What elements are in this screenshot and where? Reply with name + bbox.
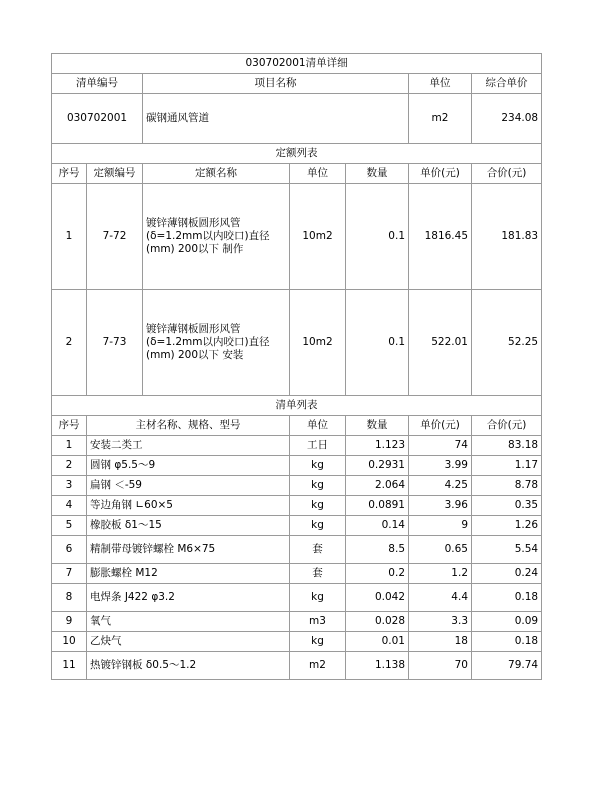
quota-unit-header: 单位	[290, 164, 346, 184]
material-name: 精制带母镀锌螺栓 M6×75	[87, 536, 290, 564]
material-no: 11	[52, 652, 87, 680]
quota-unit: 10m2	[290, 290, 346, 396]
material-unit: kg	[290, 584, 346, 612]
material-qty: 0.2	[346, 564, 409, 584]
material-name: 热镀锌钢板 δ0.5～1.2	[87, 652, 290, 680]
material-no: 7	[52, 564, 87, 584]
bill-unit-header: 单位	[409, 74, 472, 94]
quota-qty-header: 数量	[346, 164, 409, 184]
quota-no-header: 序号	[52, 164, 87, 184]
quota-total: 181.83	[472, 184, 542, 290]
material-row	[52, 612, 542, 632]
material-qty: 8.5	[346, 536, 409, 564]
material-total: 1.17	[472, 456, 542, 476]
material-qty: 0.0891	[346, 496, 409, 516]
material-total: 79.74	[472, 652, 542, 680]
material-total: 1.26	[472, 516, 542, 536]
material-no: 3	[52, 476, 87, 496]
quota-name	[143, 290, 290, 396]
material-unit-price: 3.99	[409, 456, 472, 476]
quota-total: 52.25	[472, 290, 542, 396]
material-row	[52, 476, 542, 496]
material-unit-price: 3.96	[409, 496, 472, 516]
material-name: 圆钢 φ5.5～9	[87, 456, 290, 476]
bill-name-header: 项目名称	[143, 74, 409, 94]
material-name: 膨胀螺栓 M12	[87, 564, 290, 584]
material-section-title: 清单列表	[52, 396, 542, 416]
material-unit: kg	[290, 456, 346, 476]
material-name: 乙炔气	[87, 632, 290, 652]
material-no: 6	[52, 536, 87, 564]
material-row	[52, 536, 542, 564]
quota-name-line: (mm) 200以下 安装	[146, 349, 244, 361]
bill-price-header: 综合单价	[472, 74, 542, 94]
material-qty: 2.064	[346, 476, 409, 496]
quota-name	[143, 184, 290, 290]
material-unit: kg	[290, 476, 346, 496]
quota-code-header: 定额编号	[87, 164, 143, 184]
bill-code: 030702001	[52, 94, 143, 144]
material-name: 安装二类工	[87, 436, 290, 456]
material-no: 5	[52, 516, 87, 536]
quota-code: 7-72	[87, 184, 143, 290]
quota-name-header: 定额名称	[143, 164, 290, 184]
quota-no: 2	[52, 290, 87, 396]
quota-code: 7-73	[87, 290, 143, 396]
material-row	[52, 516, 542, 536]
material-unit-price: 4.4	[409, 584, 472, 612]
material-unit: 套	[290, 564, 346, 584]
quota-name-line: 镀锌薄钢板圆形风管	[146, 323, 241, 335]
material-qty-header: 数量	[346, 416, 409, 436]
quota-qty: 0.1	[346, 290, 409, 396]
material-total: 5.54	[472, 536, 542, 564]
quota-unit-price-header: 单价(元)	[409, 164, 472, 184]
material-total: 8.78	[472, 476, 542, 496]
material-no-header: 序号	[52, 416, 87, 436]
bill-unit: m2	[409, 94, 472, 144]
material-unit-price: 4.25	[409, 476, 472, 496]
material-rows	[52, 436, 542, 680]
material-name: 扁钢 ＜-59	[87, 476, 290, 496]
quota-no: 1	[52, 184, 87, 290]
material-total-header: 合价(元)	[472, 416, 542, 436]
material-no: 2	[52, 456, 87, 476]
material-row	[52, 652, 542, 680]
material-row	[52, 584, 542, 612]
quota-unit-price: 522.01	[409, 290, 472, 396]
material-no: 4	[52, 496, 87, 516]
material-name: 氧气	[87, 612, 290, 632]
material-unit-price: 70	[409, 652, 472, 680]
material-qty: 0.042	[346, 584, 409, 612]
material-no: 1	[52, 436, 87, 456]
bill-code-header: 清单编号	[52, 74, 143, 94]
material-name: 等边角钢 ∟60×5	[87, 496, 290, 516]
material-row	[52, 564, 542, 584]
material-total: 0.18	[472, 632, 542, 652]
quota-row	[52, 290, 542, 396]
material-unit-price: 9	[409, 516, 472, 536]
material-unit: m2	[290, 652, 346, 680]
material-unit: kg	[290, 632, 346, 652]
table-title: 030702001清单详细	[52, 54, 542, 74]
material-unit-header: 单位	[290, 416, 346, 436]
material-row	[52, 496, 542, 516]
material-row	[52, 456, 542, 476]
quota-unit: 10m2	[290, 184, 346, 290]
material-total: 0.18	[472, 584, 542, 612]
material-total: 83.18	[472, 436, 542, 456]
material-unit-price: 74	[409, 436, 472, 456]
material-qty: 0.01	[346, 632, 409, 652]
material-name: 电焊条 J422 φ3.2	[87, 584, 290, 612]
bill-detail-table	[51, 53, 542, 680]
bill-name: 碳钢通风管道	[143, 94, 409, 144]
material-qty: 1.138	[346, 652, 409, 680]
material-row	[52, 436, 542, 456]
quota-unit-price: 1816.45	[409, 184, 472, 290]
material-qty: 1.123	[346, 436, 409, 456]
material-row	[52, 632, 542, 652]
material-unit: kg	[290, 516, 346, 536]
material-name: 橡胶板 δ1～15	[87, 516, 290, 536]
material-total: 0.24	[472, 564, 542, 584]
quota-section-title: 定额列表	[52, 144, 542, 164]
material-unit-price: 0.65	[409, 536, 472, 564]
material-qty: 0.2931	[346, 456, 409, 476]
material-qty: 0.028	[346, 612, 409, 632]
material-unit-price: 18	[409, 632, 472, 652]
quota-name-line: (mm) 200以下 制作	[146, 243, 244, 255]
quota-qty: 0.1	[346, 184, 409, 290]
quota-name-line: (δ=1.2mm以内咬口)直径	[146, 336, 270, 348]
material-no: 8	[52, 584, 87, 612]
material-total: 0.35	[472, 496, 542, 516]
material-unit: 套	[290, 536, 346, 564]
material-unit-price-header: 单价(元)	[409, 416, 472, 436]
quota-name-line: (δ=1.2mm以内咬口)直径	[146, 230, 270, 242]
quota-row	[52, 184, 542, 290]
material-unit: 工日	[290, 436, 346, 456]
material-qty: 0.14	[346, 516, 409, 536]
quota-total-header: 合价(元)	[472, 164, 542, 184]
material-unit: m3	[290, 612, 346, 632]
material-total: 0.09	[472, 612, 542, 632]
material-no: 10	[52, 632, 87, 652]
material-unit-price: 1.2	[409, 564, 472, 584]
material-name-header: 主材名称、规格、型号	[87, 416, 290, 436]
material-unit-price: 3.3	[409, 612, 472, 632]
bill-price: 234.08	[472, 94, 542, 144]
quota-name-line: 镀锌薄钢板圆形风管	[146, 217, 241, 229]
material-no: 9	[52, 612, 87, 632]
material-unit: kg	[290, 496, 346, 516]
